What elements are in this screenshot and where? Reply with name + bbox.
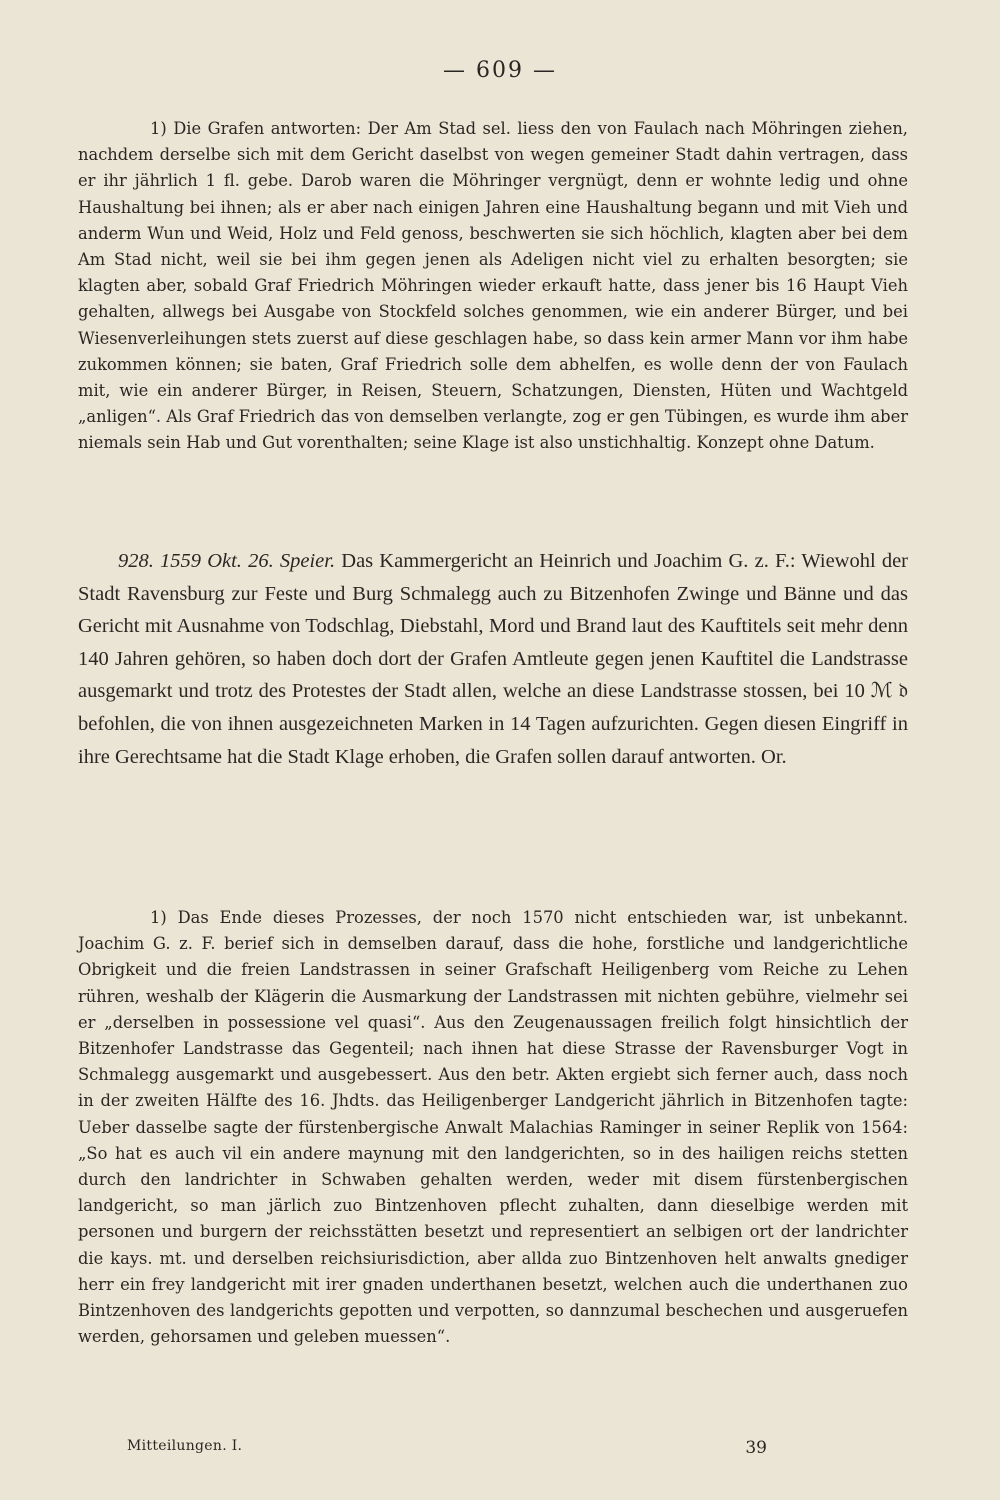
footnote-1-text: 1) Die Grafen antworten: Der Am Stad sel. liess den von Faulach nach Möhringen ziehen, nachdem derselbe sich mit dem Gericht daselbst von wegen gemeiner Stadt dahin vertragen, dass er ihr jährlich 1 fl. gebe. Darob waren die Möhringer vergnügt, denn er wohnte ledig und ohne Haushaltung bei ihnen; als er aber nach einigen Jahren eine Haushaltung begann und mit Vieh und anderm Wun und Weid, Holz und Feld genoss, beschwerten sie sich höchlich, klagten aber bei dem Am Stad nicht, weil sie bei ihm gegen jenen als Adeligen nicht viel zu erhalten besorgten; sie klagten aber, sobald Graf Friedrich Möhringen wieder erkauft hatte, dass jener bis 16 Haupt Vieh gehalten, allwegs bei Ausgabe von Stockfeld solches genommen, wie ein anderer Bürger, und bei Wiesenverleihungen stets zuerst auf diese geschlagen habe, so dass kein armer Mann vor ihm habe zukommen können; sie baten, Graf Friedrich solle dem abhelfen, es wolle denn der von Faulach mit, wie ein anderer Bürger, in Reisen, Steuern, Schatzungen, Diensten, Hüten und Wachtgeld „anligen“. Als Graf Friedrich das von demselben verlangte, zog er gen Tübingen, es wurde ihm aber niemals sein Hab und Gut vorenthalten; seine Klage ist also unstichhaltig. Konzept ohne Datum.: [78, 119, 908, 453]
page-number: — 609 —: [443, 58, 557, 83]
entry-heading: 928. 1559 Okt. 26. Speier.: [118, 550, 336, 572]
entry-paragraph: [78, 545, 908, 773]
sheet-number: 39: [745, 1438, 767, 1458]
entry-text: Das Kammergericht an Heinrich und Joachim G. z. F.: Wiewohl der Stadt Ravensburg zur Feste und Burg Schmalegg auch zu Bitzenhofen Zwinge und Bänne und das Gericht mit Ausnahme von Todschlag, Diebstahl, Mord und Brand laut des Kauftitels seit mehr denn 140 Jahren gehören, so haben doch dort der Grafen Amtleute gegen jenen Kauftitel die Landstrasse ausgemarkt und trotz des Protestes der Stadt allen, welche an diese Landstrasse stossen, bei 10 ℳ 𝔡 befohlen, die von ihnen ausgezeichneten Marken in 14 Tagen aufzurichten. Gegen diesen Eingriff in ihre Gerechtsame hat die Stadt Klage erhoben, die Grafen sollen darauf antworten. Or.: [78, 550, 909, 768]
footnote-1: [78, 116, 908, 457]
footnote-2: [78, 905, 908, 1350]
document-entry-928: [78, 545, 908, 773]
signature-mark: Mitteilungen. I.: [127, 1438, 243, 1454]
footnote-2-text: 1) Das Ende dieses Prozesses, der noch 1570 nicht entschieden war, ist unbekannt. Joachim G. z. F. berief sich in demselben darauf, dass die hohe, forstliche und landgerichtliche Obrigkeit und die freien Landstrassen in seiner Grafschaft Heiligenberg vom Reiche zu Lehen rühren, weshalb der Klägerin die Ausmarkung der Landstrassen mit nichten gebühre, vielmehr sei er „derselben in possessione vel quasi“. Aus den Zeugenaussagen freilich folgt hinsichtlich der Bitzenhofer Landstrasse das Gegenteil; nach ihnen hat diese Strasse der Ravensburger Vogt in Schmalegg ausgemarkt und ausgebessert. Aus den betr. Akten ergiebt sich ferner auch, dass noch in der zweiten Hälfte des 16. Jhdts. das Heiligenberger Landgericht jährlich in Bitzenhofen tagte: Ueber dasselbe sagte der fürstenbergische Anwalt Malachias Raminger in seiner Replik von 1564: „So hat es auch vil ein andere maynung mit den landgerichten, so in des hailigen reichs stetten durch den landrichter in Schwaben gehalten werden, weder mit disem fürstenbergischen landgericht, so man järlich zuo Bintzenhoven pflecht zuhalten, dann dieselbige werden mit personen und burgern der reichsstätten besetzt und representiert an selbigen ort der landrichter die kays. mt. und derselben reichsiurisdiction, aber allda zuo Bintzenhoven helt anwalts gnediger herr ein frey landgericht mit irer gnaden underthanen besetzt, welchen auch die underthanen zuo Bintzenhoven des landgerichts gepotten und verpotten, so dannzumal beschechen und ausgeruefen werden, gehorsamen und geleben muessen“.: [78, 908, 908, 1347]
page-footer: [127, 1438, 767, 1458]
